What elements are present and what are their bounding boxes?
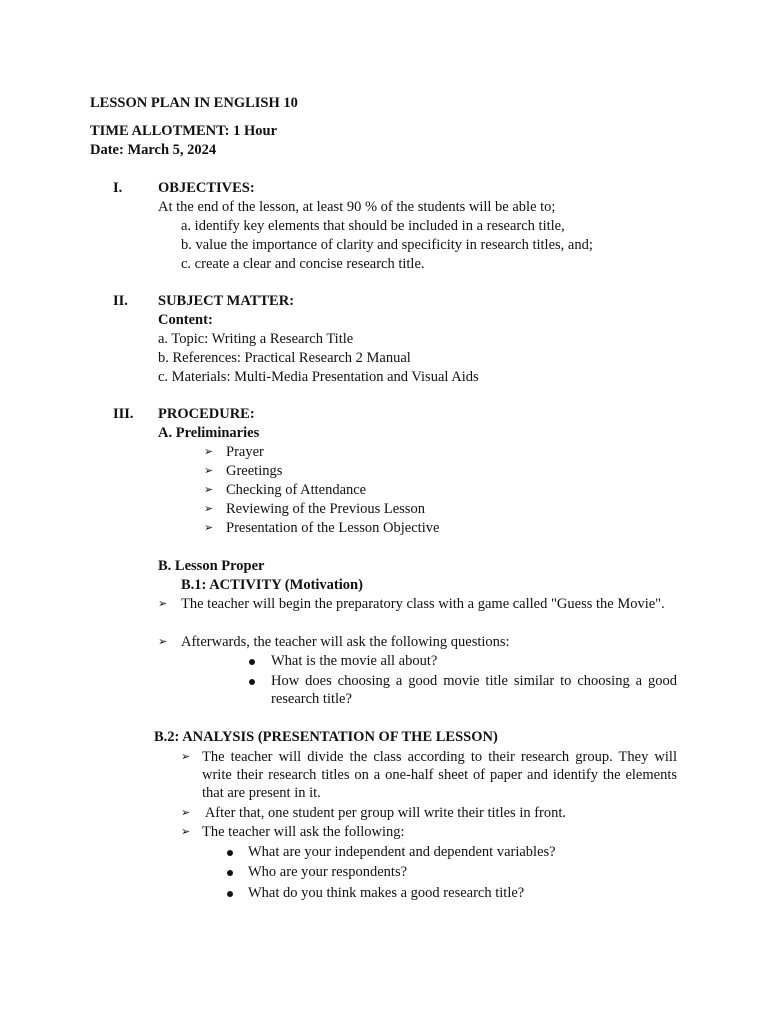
lesson-plan-title: LESSON PLAN IN ENGLISH 10 <box>90 95 298 111</box>
arrow-bullet-icon: ➢ <box>204 483 214 496</box>
preliminaries-item: Checking of Attendance <box>226 482 367 498</box>
procedure-heading: PROCEDURE: <box>158 406 255 422</box>
subject-matter-numeral: II. <box>113 293 128 309</box>
subject-matter-item: c. Materials: Multi-Media Presentation and Visual Aids <box>158 369 479 385</box>
lesson-date: Date: March 5, 2024 <box>90 142 217 158</box>
arrow-bullet-icon: ➢ <box>204 521 214 534</box>
lesson-proper-label: B. Lesson Proper <box>158 558 265 574</box>
activity-item: The teacher will begin the preparatory class with a game called "Guess the Movie". <box>181 596 665 612</box>
activity-question: How does choosing a good movie title similar to choosing a good research title? <box>271 673 677 707</box>
preliminaries-label: A. Preliminaries <box>158 425 260 441</box>
dot-bullet-icon <box>249 679 255 685</box>
content-label: Content: <box>158 312 213 328</box>
dot-bullet-icon <box>227 850 233 856</box>
time-allotment: TIME ALLOTMENT: 1 Hour <box>90 123 278 139</box>
analysis-question: What are your independent and dependent variables? <box>248 844 556 860</box>
arrow-bullet-icon: ➢ <box>204 502 214 515</box>
objective-item: b. value the importance of clarity and specificity in research titles, and; <box>181 237 593 253</box>
arrow-bullet-icon: ➢ <box>204 445 214 458</box>
analysis-item: After that, one student per group will write their titles in front. <box>202 805 567 821</box>
arrow-bullet-icon: ➢ <box>181 750 191 763</box>
objectives-numeral: I. <box>113 180 123 196</box>
arrow-bullet-icon: ➢ <box>181 806 191 819</box>
analysis-question: Who are your respondents? <box>248 864 408 880</box>
arrow-bullet-icon: ➢ <box>158 597 168 610</box>
analysis-question: What do you think makes a good research title? <box>248 885 525 901</box>
dot-bullet-icon <box>227 870 233 876</box>
subject-matter-item: b. References: Practical Research 2 Manual <box>158 350 411 366</box>
preliminaries-item: Greetings <box>226 463 283 479</box>
analysis-item: The teacher will ask the following: <box>202 824 405 840</box>
procedure-numeral: III. <box>113 406 134 422</box>
objective-item: c. create a clear and concise research title. <box>181 256 425 272</box>
objective-item: a. identify key elements that should be included in a research title, <box>181 218 565 234</box>
dot-bullet-icon <box>249 659 255 665</box>
activity-heading: B.1: ACTIVITY (Motivation) <box>181 577 363 593</box>
activity-item: Afterwards, the teacher will ask the following questions: <box>181 634 510 650</box>
analysis-heading: B.2: ANALYSIS (PRESENTATION OF THE LESSON) <box>154 729 498 745</box>
arrow-bullet-icon: ➢ <box>204 464 214 477</box>
subject-matter-item: a. Topic: Writing a Research Title <box>158 331 354 347</box>
objectives-heading: OBJECTIVES: <box>158 180 255 196</box>
objectives-intro: At the end of the lesson, at least 90 % of the students will be able to; <box>158 199 556 215</box>
arrow-bullet-icon: ➢ <box>158 635 168 648</box>
preliminaries-item: Prayer <box>226 444 264 460</box>
dot-bullet-icon <box>227 891 233 897</box>
arrow-bullet-icon: ➢ <box>181 825 191 838</box>
subject-matter-heading: SUBJECT MATTER: <box>158 293 295 309</box>
analysis-item: The teacher will divide the class according to their research group. They will write their research titles on a one-half sheet of paper and identify the elements that are present in it. <box>202 749 677 801</box>
preliminaries-item: Reviewing of the Previous Lesson <box>226 501 425 517</box>
preliminaries-item: Presentation of the Lesson Objective <box>226 520 440 536</box>
activity-question: What is the movie all about? <box>271 653 438 669</box>
